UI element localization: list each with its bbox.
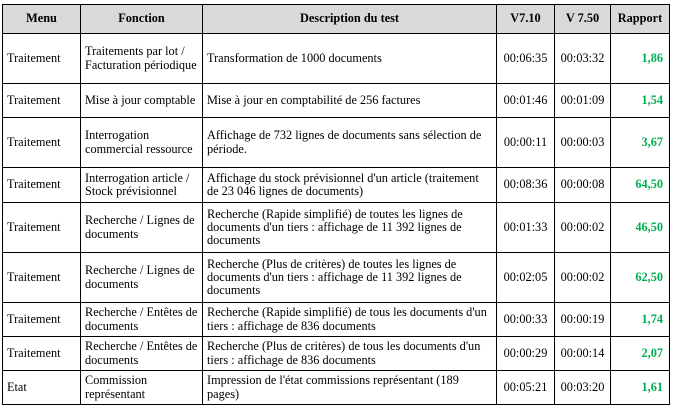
cell-fonction: Commission représentant [81,371,203,405]
cell-menu: Etat [3,371,81,405]
cell-description: Affichage de 732 lignes de documents sans sélection de période. [203,118,497,168]
cell-fonction: Interrogation commercial ressource [81,118,203,168]
cell-description: Recherche (Rapide simplifié) de toutes les lignes de documents d'un tiers : affichage de 11 392 lignes de documents [203,203,497,253]
cell-description: Mise à jour en comptabilité de 256 factures [203,84,497,118]
cell-fonction: Recherche / Lignes de documents [81,253,203,303]
table-row [3,84,670,118]
cell-description: Affichage du stock prévisionnel d'un article (traitement de 23 046 lignes de documents) [203,168,497,203]
cell-v710: 00:05:21 [497,371,555,405]
table-row [3,168,670,203]
cell-v710: 00:01:33 [497,203,555,253]
header-fonction: Fonction [81,5,203,34]
cell-v710: 00:00:33 [497,303,555,337]
cell-rapport: 64,50 [611,168,670,203]
cell-v750: 00:03:20 [555,371,611,405]
cell-fonction: Recherche / Entêtes de documents [81,337,203,371]
cell-v750: 00:00:02 [555,253,611,303]
cell-v710: 00:00:11 [497,118,555,168]
cell-description: Impression de l'état commissions représentant (189 pages) [203,371,497,405]
cell-rapport: 1,86 [611,34,670,84]
table-row [3,203,670,253]
cell-v710: 00:06:35 [497,34,555,84]
cell-menu: Traitement [3,34,81,84]
cell-menu: Traitement [3,337,81,371]
cell-fonction: Traitements par lot / Facturation périodique [81,34,203,84]
cell-rapport: 46,50 [611,203,670,253]
cell-menu: Traitement [3,303,81,337]
cell-v750: 00:00:03 [555,118,611,168]
table-row [3,371,670,405]
cell-v710: 00:01:46 [497,84,555,118]
cell-rapport: 1,61 [611,371,670,405]
cell-description: Recherche (Rapide simplifié) de tous les documents d'un tiers : affichage de 836 documents [203,303,497,337]
table-row [3,303,670,337]
header-v710: V7.10 [497,5,555,34]
header-menu: Menu [3,5,81,34]
cell-description: Recherche (Plus de critères) de toutes les lignes de documents d'un tiers : affichage de 11 392 lignes de documents [203,253,497,303]
cell-fonction: Recherche / Lignes de documents [81,203,203,253]
table-row [3,118,670,168]
cell-v750: 00:00:19 [555,303,611,337]
cell-rapport: 1,54 [611,84,670,118]
cell-v750: 00:00:02 [555,203,611,253]
performance-table [2,4,670,405]
cell-fonction: Recherche / Entêtes de documents [81,303,203,337]
cell-description: Recherche (Plus de critères) de tous les documents d'un tiers : affichage de 836 documents [203,337,497,371]
cell-v750: 00:00:14 [555,337,611,371]
cell-menu: Traitement [3,84,81,118]
cell-v750: 00:03:32 [555,34,611,84]
cell-menu: Traitement [3,118,81,168]
cell-fonction: Interrogation article / Stock prévisionnel [81,168,203,203]
cell-menu: Traitement [3,203,81,253]
cell-menu: Traitement [3,253,81,303]
cell-v710: 00:00:29 [497,337,555,371]
header-v750: V 7.50 [555,5,611,34]
cell-description: Transformation de 1000 documents [203,34,497,84]
cell-v710: 00:02:05 [497,253,555,303]
cell-v710: 00:08:36 [497,168,555,203]
header-row [3,5,670,34]
cell-rapport: 1,74 [611,303,670,337]
table-row [3,337,670,371]
cell-v750: 00:00:08 [555,168,611,203]
header-rapport: Rapport [611,5,670,34]
cell-v750: 00:01:09 [555,84,611,118]
cell-rapport: 3,67 [611,118,670,168]
cell-fonction: Mise à jour comptable [81,84,203,118]
cell-menu: Traitement [3,168,81,203]
cell-rapport: 62,50 [611,253,670,303]
table-row [3,34,670,84]
header-description: Description du test [203,5,497,34]
cell-rapport: 2,07 [611,337,670,371]
table-row [3,253,670,303]
